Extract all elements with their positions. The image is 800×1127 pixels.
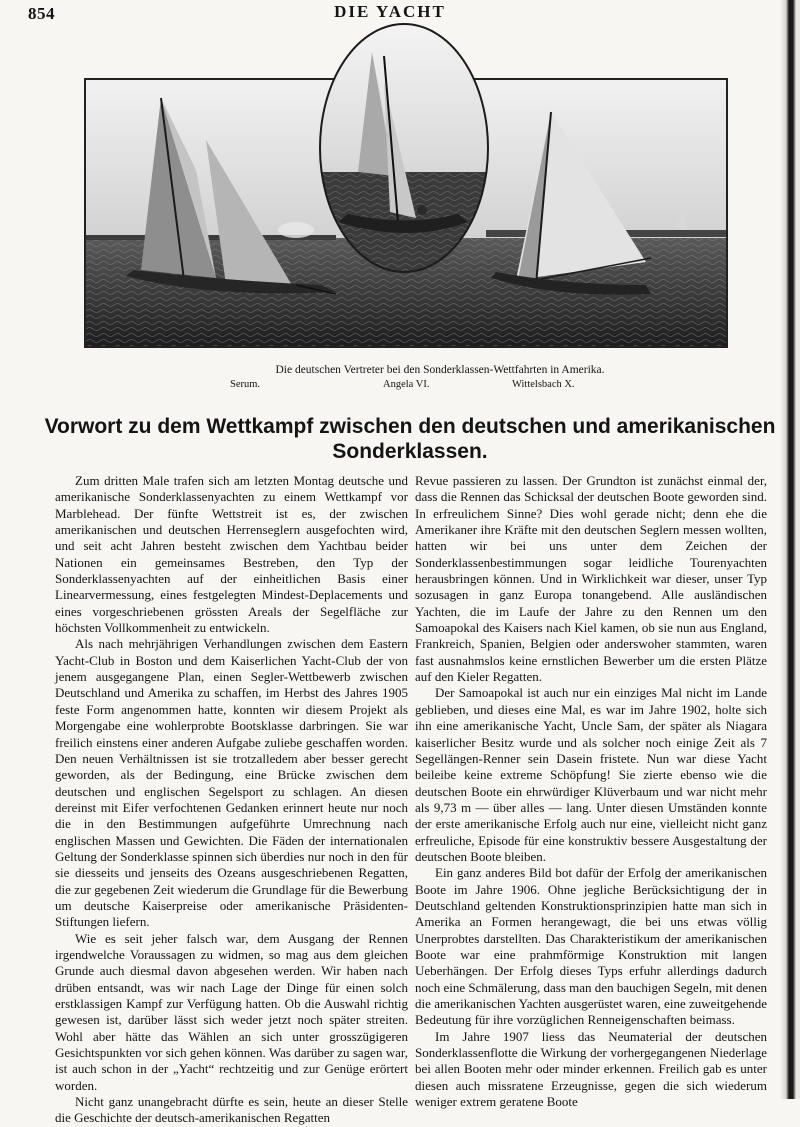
article-column-right [415,473,767,1110]
figure-caption: Die deutschen Vertreter bei den Sonderklassen-Wettfahrten in Amerika. [275,364,605,376]
paragraph: Der Samoapokal ist auch nur ein einziges Mal nicht im Lande geblieben, und dieses eine Mal, es war im Jahre 1902, holte sich ihn eine amerikanische Yacht, Uncle Sam, der später als Niagara kaiserlicher Besitz wurde und als solcher noch einige Zeit als 7 Segellängen-Renner sein Dasein fristete. Nun war diese Yacht beileibe keine extreme Schöpfung! Sie zierte ebenso wie die deutschen Boote ein ehrwürdiger Klüverbaum und war nicht mehr als 9,73 m — über alles — lang. Unter diesen Umständen konnte der erste amerikanische Erfolg auch nur eine, vielleicht nicht ganz erfreuliche, Episode für eine konstruktiv bessere Ausgestaltung der deutschen Boote bleiben. [415,685,767,864]
article-column-left [55,473,408,1127]
page-edge-shadow [780,0,800,1099]
paragraph: Im Jahre 1907 liess das Neumaterial der deutschen Sonderklassenflotte die Wirkung der vorhergegangenen Niederlage bei allen Booten mehr oder minder erkennen. Freilich gab es unter diesen auch missratene Erzeugnisse, gegen die sich wiederum weniger extrem geratene Boote [415,1028,767,1110]
running-title: DIE YACHT [334,2,446,21]
paragraph: Revue passieren zu lassen. Der Grundton ist zunächst einmal der, dass die Rennen das Schicksal der deutschen Boote geworden sind. In erfreulichem Sinne? Dies wohl gerade nicht; denn ehe die Amerikaner ihre Kräfte mit den deutschen Seglern messen wollten, hatten wir bei uns unter dem Zeichen der Sonderklassenbestimmungen sogar leidliche Tourenyachten herausbringen können. Und in Wirklichkeit war dieser, unser Typ sozusagen in ganz Europa tonangebend. Alle ausländischen Yachten, die im Laufe der Jahre zu den Rennen um den Samoapokal des Kaisers nach Kiel kamen, ob sie nun aus England, Frankreich, Spanien, Belgien oder anderswoher stammten, waren fast ausnahmslos keine ernstlichen Bewerber um die ersten Plätze auf den Kieler Regatten. [415,473,767,685]
page-number: 854 [28,4,55,23]
boat-name-serum: Serum. [230,379,261,390]
paragraph: Zum dritten Male trafen sich am letzten Montag deutsche und amerikanische Sonderklassenyachten zu einem Wettkampf vor Marblehead. Der fünfte Wettstreit ist es, der zwischen amerikanischen und deutschen Herrenseglern ausgefochten wird, und seit acht Jahren besteht zwischen dem Yachtbau beider Nationen ein gemeinsames Bestreben, den Typ der Sonderklassenyachten auf der einheitlichen Basis einer Linearvermessung, eines festgelegten Mindest-Deplacements und eines vorgeschriebenen grössten Areals der Segelfläche zur höchsten Vollkommenheit zu entwickeln. [55,473,408,636]
paragraph: Wie es seit jeher falsch war, dem Ausgang der Rennen irgendwelche Voraussagen zu widmen, so mag aus dem gleichen Grunde auch diesmal davon abgesehen werden. Wir haben nach drüben entsandt, was wir nach Lage der Dinge für einen solch erstklassigen Kampf zur Verfügung hatten. Ob die Auswahl richtig gewesen ist, darüber lässt sich weder jetzt noch später streiten. Wohl aber hätte das Wählen an sich unter grosszügigeren Gesichtspunkten vor sich gehen können. Was darüber zu sagen war, ist auch schon in der „Yacht“ rechtzeitig und zur Genüge erörtert worden. [55,930,408,1093]
boat-name-wittelsbach: Wittelsbach X. [512,379,575,390]
article-title: Vorwort zu dem Wettkampf zwischen den deutschen und amerikanischen Sonderklassen. [44,415,776,463]
paragraph: Nicht ganz unangebracht dürfte es sein, heute an dieser Stelle die Geschichte der deutsch-amerikanischen Regatten [55,1094,408,1126]
paragraph: Ein ganz anderes Bild bot dafür der Erfolg der amerikanischen Boote im Jahre 1906. Ohne jegliche Berücksichtigung der in Deutschland geltenden Konstruktionsprinzipien hatte man sich in Amerika an Formen herangewagt, die bei uns etwas völlig Unerprobtes darstellten. Das Charakteristikum der amerikanischen Boote war eine prahmförmige Konstruktion mit langen Ueberhängen. Der Erfolg dieses Typs erfuhr allerdings dadurch noch eine Schmälerung, dass man den bauchigen Segeln, mit denen die amerikanischen Yachten ausgerüstet waren, eine zuweitgehende Bedeutung für ihre vorzüglichen Renneigenschaften beimass. [415,865,767,1028]
oval-inset-photo [318,22,490,274]
boat-name-angela: Angela VI. [383,379,430,390]
paragraph: Als nach mehrjährigen Verhandlungen zwischen dem Eastern Yacht-Club in Boston und dem Kaiserlichen Yacht-Club der von jenem ausgegangene Plan, einen Segler-Wettbewerb zwischen Deutschland und Amerika zu schaffen, im Herbst des Jahres 1905 feste Form angenommen hatte, konnten wir diesem Projekt als Morgengabe eine wohlerprobte Bootsklasse darbringen. Sie war freilich einstens einer anderen Aufgabe zuliebe geschaffen worden. Den neuen Verhältnissen ist sie trotzalledem aber besser gerecht geworden, als der Bedingung, eine Brücke zwischen dem deutschen und englischen Segelsport zu schlagen. An diesen dereinst mit Eifer verfochtenen Gedanken erinnert heute nur noch die in den Bestimmungen aufgeführte Umrechnung nach englischen Massen und Gewichten. Die Fäden der internationalen Geltung der Sonderklasse spinnen sich überdies nur noch in den für sie diesseits und jenseits des Ozeans ausgeschriebenen Regatten, die zur gegebenen Zeit wiederum die Grundlage für die Bewerbung um deutsche Kaiserpreise oder amerikanische Präsidenten-Stiftungen liefern. [55,636,408,930]
